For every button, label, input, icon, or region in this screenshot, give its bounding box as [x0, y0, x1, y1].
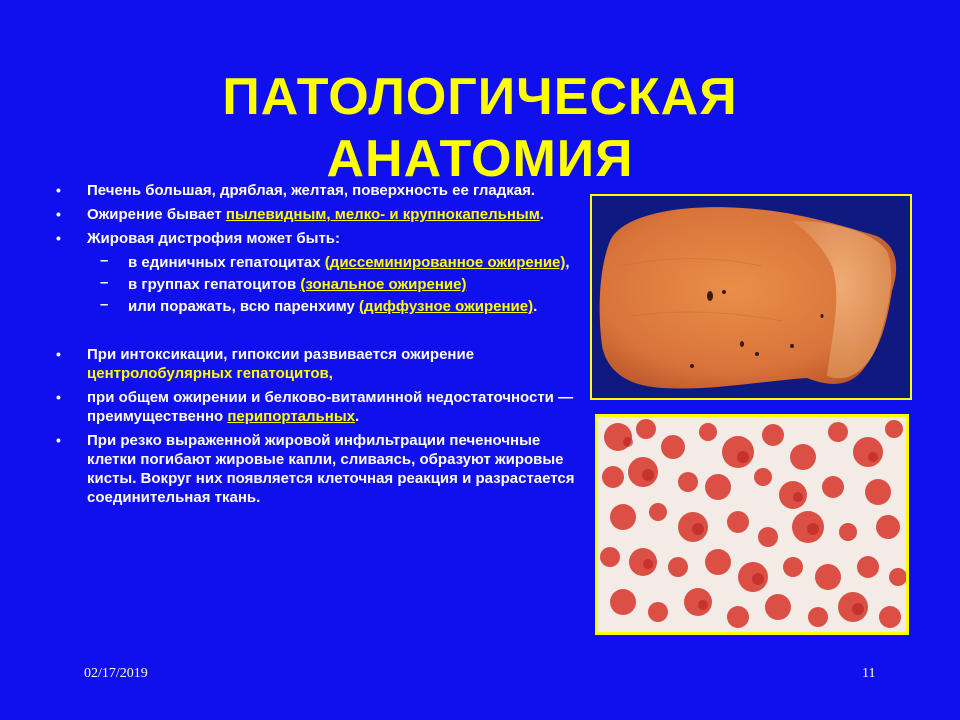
bullet-text: Ожирение бывает [87, 206, 226, 223]
hyperlink-disseminated[interactable]: (диссеминированное ожирение) [324, 254, 566, 271]
bullet-item [56, 205, 576, 224]
bullet-marker: • [56, 346, 61, 362]
sub-suffix: , [565, 254, 570, 271]
bullet-text: При резко выраженной жировой инфильтрации печеночные клетки погибают жировые капли, сливаясь, образуют жировые кисты. Вокруг них появляется клеточная реакция и разрастается соединительная ткань. [87, 432, 575, 506]
bullet-marker: • [56, 432, 61, 448]
dash-marker: – [100, 274, 109, 291]
sub-item [56, 297, 576, 316]
sub-suffix: . [533, 298, 538, 315]
bullet-marker: • [56, 206, 61, 222]
hyperlink-diffuse[interactable]: (диффузное ожирение) [359, 298, 534, 315]
bullet-text: При интоксикации, гипоксии развивается ожирение [87, 346, 475, 363]
highlight-centrolobular: центролобулярных гепатоцитов, [87, 365, 333, 382]
bullet-text: Печень большая, дряблая, желтая, поверхность ее гладкая. [87, 182, 536, 199]
bullet-list [56, 181, 576, 512]
bullet-text: при общем ожирении и белково-витаминной недостаточности — преимущественно [87, 389, 574, 425]
bullet-marker: • [56, 389, 61, 405]
sub-item [56, 253, 576, 272]
hyperlink-periportal[interactable]: перипортальных [227, 408, 355, 425]
micrograph-image [595, 414, 909, 635]
bullet-suffix: . [354, 408, 360, 425]
bullet-item [56, 388, 576, 426]
bullet-item [56, 431, 576, 507]
title-line-2: АНАТОМИЯ [326, 130, 634, 188]
sub-item [56, 275, 576, 294]
bullet-marker: • [56, 230, 61, 246]
slide-title [150, 66, 810, 190]
sub-text: в группах гепатоцитов [128, 276, 301, 293]
bullet-item [56, 229, 576, 248]
fatty-liver-micrograph [598, 417, 906, 632]
liver-photo [590, 194, 912, 400]
footer-date: 02/17/2019 [84, 666, 148, 681]
sub-text: в единичных гепатоцитах [128, 254, 325, 271]
bullet-item [56, 181, 576, 200]
liver-specimen-image [592, 196, 910, 398]
hyperlink-zonal[interactable]: (зональное ожирение) [300, 276, 467, 293]
bullet-text: Жировая дистрофия может быть: [87, 230, 341, 247]
slide-number: 11 [862, 666, 876, 681]
bullet-suffix: . [539, 206, 544, 223]
sub-text: или поражать, всю паренхиму [128, 298, 360, 315]
bullet-item [56, 345, 576, 383]
title-line-1: ПАТОЛОГИЧЕСКАЯ [222, 68, 738, 126]
bullet-marker: • [56, 182, 61, 198]
dash-marker: – [100, 296, 109, 313]
hyperlink-fat-types[interactable]: пылевидным, мелко- и крупнокапельным [225, 206, 540, 223]
dash-marker: – [100, 252, 109, 269]
